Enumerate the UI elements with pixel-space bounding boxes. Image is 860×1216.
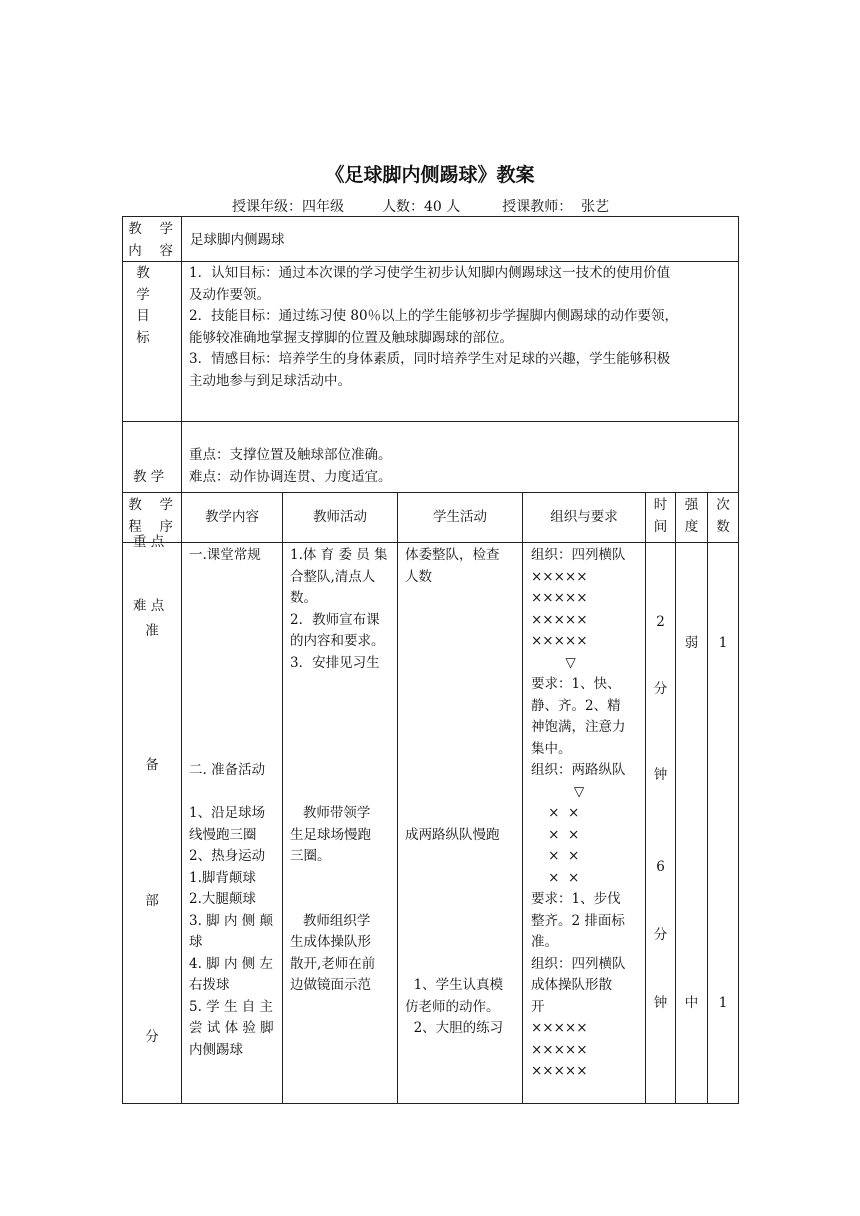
preparation-content-line — [189, 674, 279, 696]
organization-line: × × — [531, 869, 580, 886]
section-label-4: 分 — [145, 1029, 159, 1045]
teacher-activity-line — [290, 889, 394, 911]
teacher-activity-line: 三圈。 — [290, 848, 331, 864]
lesson-content-text: 足球脚内侧踢球 — [190, 232, 285, 248]
organization-line: ××××× — [531, 1063, 588, 1079]
organization-line: ××××× — [531, 611, 588, 628]
header-teacher: 教师活动 — [313, 509, 367, 525]
preparation-content-line: 5. 学 生 自 主 — [189, 998, 274, 1015]
student-activity-line — [405, 674, 519, 696]
preparation-content-line: 右拨球 — [189, 977, 230, 993]
preparation-content-line — [189, 567, 279, 589]
teacher-activity-line — [290, 782, 394, 804]
teacher-activity-line — [290, 696, 394, 718]
time-zhong-1: 钟 — [653, 767, 668, 783]
teacher-activity-line — [290, 868, 394, 890]
student-activity-column — [405, 545, 519, 1040]
header-procedure: 教 学 程 序 — [128, 497, 180, 535]
time-6: 6 — [656, 859, 665, 875]
section-label-1: 准 — [145, 623, 159, 639]
teacher-activity-line: 教师组织学 — [290, 912, 371, 929]
student-activity-line: 人数 — [405, 568, 432, 585]
teacher-activity-line — [290, 717, 394, 739]
organization-line: 要求：1、步伐 — [531, 891, 621, 907]
teacher-activity-line: 生成体操队形 — [290, 934, 371, 950]
organization-line: 成体操队形散 — [531, 977, 612, 993]
student-activity-line — [405, 696, 519, 718]
organization-line: 组织：四列横队 — [531, 955, 626, 972]
teacher-activity-line: 3．安排见习生 — [290, 654, 380, 671]
intensity-weak: 弱 — [684, 635, 699, 651]
student-activity-line — [405, 760, 519, 782]
header-time: 时 间 — [653, 497, 668, 535]
content-label: 教 学 内 容 — [128, 221, 180, 259]
teaching-goals-text: 1．认知目标：通过本次课的学习使学生初步认知脚内侧踢球这一技术的使用价值 及动作要领。 2．技能目标：通过练习使 80％以上的学生能够初步学握脚内侧踢球的动作要领， 能够较准确地掌握支撑脚的位置及触球脚踢球的部位。 3．情感目标：培养学生的身体素质，同时培养学生对足球的兴趣，学生能够积极 主动地参与到足球活动中。 — [189, 265, 679, 389]
organization-line: 神饱满，注意力 — [531, 719, 626, 735]
organization-line: × × — [531, 848, 580, 864]
student-activity-line: 成两路纵队慢跑 — [405, 826, 500, 843]
student-activity-line: 体委整队，检查 — [405, 547, 500, 563]
teacher-activity-line: 的内容和要求。 — [290, 633, 385, 649]
organization-line: × × — [531, 805, 580, 821]
organization-line: 开 — [531, 998, 545, 1015]
student-activity-line — [405, 932, 519, 954]
students-count-text: 人数：40 人 — [382, 199, 461, 215]
time-fen-2: 分 — [653, 927, 668, 943]
teacher-activity-line: 数。 — [290, 590, 317, 606]
preparation-content-line: 尝 试 体 验 脚 — [189, 1020, 274, 1036]
goals-label: 教 学 目 标 — [136, 265, 150, 346]
student-activity-line — [405, 911, 519, 933]
organization-line: 静、齐。2、精 — [531, 697, 621, 714]
student-activity-line — [405, 610, 519, 632]
preparation-content-line — [189, 782, 279, 804]
grade-text: 授课年级：四年级 — [232, 199, 344, 215]
teacher-activity-line — [290, 760, 394, 782]
header-count: 次 数 — [716, 497, 730, 535]
header-intensity: 强 度 — [684, 497, 699, 535]
organization-line: 准。 — [531, 934, 558, 950]
teacher-activity-line: 合整队,清点人 — [290, 568, 376, 585]
preparation-content-line — [189, 653, 279, 675]
student-activity-line — [405, 954, 519, 976]
teacher-activity-line: 1.体 育 委 员 集 — [290, 547, 388, 563]
preparation-content-line — [189, 696, 279, 718]
teacher-activity-line — [290, 674, 394, 696]
preparation-content-line: 4. 脚 内 侧 左 — [189, 955, 274, 972]
student-activity-line — [405, 739, 519, 761]
intensity-medium: 中 — [684, 995, 699, 1011]
preparation-content-line — [189, 717, 279, 739]
student-activity-line — [405, 803, 519, 825]
preparation-content-line: 二. 准备活动 — [189, 762, 266, 778]
teacher-activity-line: 教师带领学 — [290, 805, 371, 821]
organization-line: 整齐。2 排面标 — [531, 912, 625, 929]
student-activity-line: 仿老师的动作。 — [405, 998, 500, 1015]
preparation-content-column — [189, 545, 279, 1061]
key-points-text: 重点：支撑位置及触球部位准确。 难点：动作协调连贯、力度适宜。 — [189, 447, 392, 485]
teacher-activity-column — [290, 545, 394, 997]
student-activity-line — [405, 889, 519, 911]
organization-line: ××××× — [531, 590, 588, 606]
header-organization: 组织与要求 — [550, 509, 618, 525]
preparation-content-line: 线慢跑三圈 — [189, 826, 257, 843]
preparation-content-line: 2.大腿颠球 — [189, 891, 256, 907]
preparation-content-line: 2、热身运动 — [189, 848, 266, 864]
organization-line: 组织：四列横队 — [531, 547, 626, 563]
organization-line: ▽ — [531, 783, 585, 800]
student-activity-line — [405, 588, 519, 610]
preparation-content-line: 内侧踢球 — [189, 1041, 243, 1058]
student-activity-line — [405, 782, 519, 804]
student-activity-line: 1、学生认真模 — [405, 977, 504, 993]
time-fen-1: 分 — [653, 681, 668, 697]
preparation-content-line — [189, 739, 279, 761]
organization-line: × × — [531, 826, 580, 843]
header-student: 学生活动 — [433, 509, 487, 525]
time-zhong-2: 钟 — [653, 995, 668, 1011]
section-label-2: 备 — [145, 757, 159, 773]
student-activity-line: 2、大胆的练习 — [405, 1020, 504, 1036]
teacher-activity-line: 边做镜面示范 — [290, 977, 371, 993]
section-label-3: 部 — [145, 893, 159, 909]
lesson-plan-table — [122, 216, 739, 1104]
document-title: 《足球脚内侧踢球》教案 — [325, 164, 535, 186]
organization-column — [531, 545, 643, 1083]
teacher-name-text: 授课教师： 张艺 — [502, 199, 610, 215]
organization-line: ▽ — [531, 654, 576, 671]
teacher-activity-line: 生足球场慢跑 — [290, 826, 371, 843]
preparation-content-line — [189, 631, 279, 653]
organization-line: 组织：两路纵队 — [531, 762, 626, 778]
teacher-activity-line: 散开,老师在前 — [290, 955, 376, 972]
count-1b: 1 — [718, 995, 728, 1011]
time-2: 2 — [656, 614, 665, 630]
student-activity-line — [405, 653, 519, 675]
student-activity-line — [405, 631, 519, 653]
count-1a: 1 — [718, 635, 728, 651]
preparation-content-line: 1、沿足球场 — [189, 805, 266, 821]
organization-line: ××××× — [531, 1020, 588, 1036]
organization-line: ××××× — [531, 1041, 588, 1058]
student-activity-line — [405, 846, 519, 868]
preparation-content-line: 3. 脚 内 侧 颠 — [189, 912, 274, 929]
organization-line: ××××× — [531, 568, 588, 585]
organization-line: 要求：1、快、 — [531, 676, 621, 692]
student-activity-line — [405, 717, 519, 739]
header-content: 教学内容 — [205, 509, 259, 525]
key-points-label: 教 学 重 点 难 点 — [133, 469, 165, 614]
teacher-activity-line: 2．教师宣布课 — [290, 611, 380, 628]
organization-line: ××××× — [531, 633, 588, 649]
organization-line: 集中。 — [531, 740, 572, 757]
preparation-content-line: 1.脚背颠球 — [189, 869, 256, 886]
teacher-activity-line — [290, 739, 394, 761]
preparation-content-line: 一.课堂常规 — [189, 547, 261, 563]
lesson-meta — [232, 196, 609, 216]
preparation-content-line: 球 — [189, 934, 203, 950]
student-activity-line — [405, 868, 519, 890]
preparation-content-line — [189, 610, 279, 632]
preparation-content-line — [189, 588, 279, 610]
